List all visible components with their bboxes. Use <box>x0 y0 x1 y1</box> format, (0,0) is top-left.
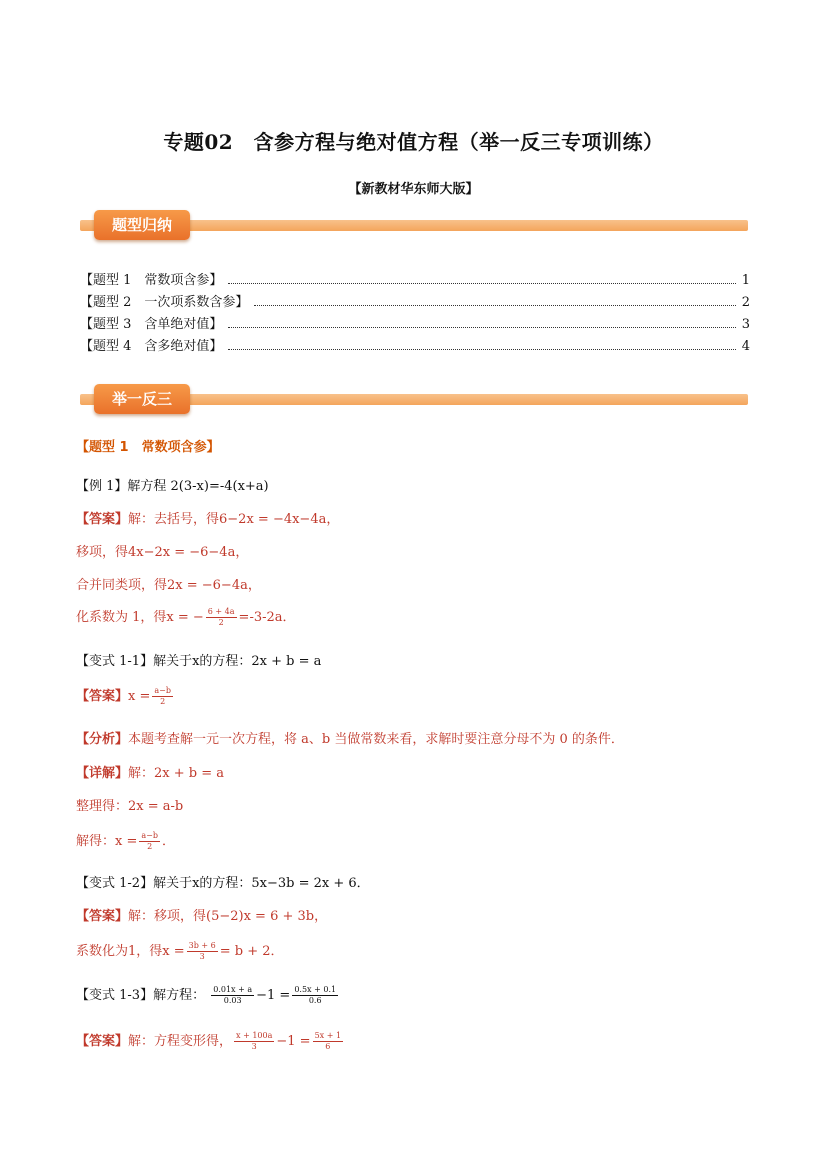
analysis-tag: 【分析】 <box>76 732 129 747</box>
page-subtitle: 【新教材华东师大版】 <box>348 182 479 197</box>
answer-tag: 【答案】 <box>76 512 129 527</box>
toc-leader <box>254 305 736 306</box>
numerator: 6 + 4a <box>207 607 235 616</box>
variant-text: 解方程： <box>153 988 206 1003</box>
numerator: 3b + 6 <box>188 941 216 950</box>
toc-item[interactable] <box>80 288 750 310</box>
toc-page-number: 3 <box>741 317 750 332</box>
numerator: a−b <box>141 831 158 840</box>
answer-step: 解：移项，得(5−2)x = 6 + 3b， <box>128 909 328 924</box>
answer-step: 合并同类项，得2x = −6−4a， <box>76 578 261 593</box>
example-label: 【例 1】 <box>76 479 128 494</box>
toc-leader <box>228 283 736 284</box>
detail-text: 解得：x = <box>76 834 138 849</box>
analysis-text: 本题考查解一元一次方程，将 a、b 当做常数来看，求解时要注意分母不为 0 的条件． <box>128 732 624 747</box>
fraction <box>139 831 160 852</box>
fraction <box>211 985 254 1006</box>
numerator: x + 100a <box>236 1031 273 1040</box>
numerator: 0.5x + 0.1 <box>294 985 337 994</box>
equation-text: −1 = <box>256 988 291 1003</box>
toc-item-label: 【题型 1 常数项含参】 <box>80 273 223 288</box>
variant-1-2-answer <box>76 905 327 924</box>
denominator: 2 <box>147 842 153 851</box>
answer-step-fraction <box>76 940 284 962</box>
answer-text: 解：方程变形得， <box>128 1034 233 1049</box>
answer-step: 移项，得4x−2x = −6−4a， <box>76 545 249 560</box>
section-heading: 【题型 1 常数项含参】 <box>76 440 220 455</box>
detail-step-fraction <box>76 830 175 852</box>
answer-text: 化系数为 1，得x = − <box>76 610 204 625</box>
variant-1-2-question <box>76 872 370 891</box>
toc-page-number: 4 <box>741 339 750 354</box>
fraction <box>234 1031 274 1052</box>
denominator: 3 <box>199 952 205 961</box>
detail-text: ． <box>161 834 175 849</box>
variant-1-1-detail <box>76 762 224 781</box>
denominator: 0.6 <box>308 996 322 1005</box>
variant-label: 【变式 1-1】 <box>76 654 154 669</box>
example-1-answer <box>76 508 339 527</box>
denominator: 2 <box>160 697 166 706</box>
variant-1-3-question <box>76 984 340 1006</box>
fraction <box>152 686 173 707</box>
table-of-contents <box>80 266 750 354</box>
denominator: 0.03 <box>223 996 242 1005</box>
example-text: 解方程 2(3-x)=-4(x+a) <box>127 479 269 494</box>
fraction <box>292 985 338 1006</box>
numerator: a−b <box>154 686 171 695</box>
detail-step: 整理得：2x = a-b <box>76 799 184 814</box>
toc-leader <box>228 349 736 350</box>
variant-label: 【变式 1-2】 <box>76 876 154 891</box>
toc-item-label: 【题型 4 含多绝对值】 <box>80 339 223 354</box>
denominator: 3 <box>251 1042 257 1051</box>
toc-item[interactable] <box>80 332 750 354</box>
banner-tag-practice: 举一反三 <box>94 384 190 414</box>
variant-label: 【变式 1-3】 <box>76 988 154 1003</box>
answer-step: 解：去括号，得6−2x = −4x−4a， <box>128 512 340 527</box>
variant-1-1-question <box>76 650 321 669</box>
variant-1-1-answer <box>76 685 175 707</box>
answer-tag: 【答案】 <box>76 909 129 924</box>
toc-item-label: 【题型 2 一次项系数含参】 <box>80 295 249 310</box>
numerator: 5x + 1 <box>314 1031 342 1040</box>
fraction <box>187 941 218 962</box>
answer-tag: 【答案】 <box>76 1034 129 1049</box>
detail-tag: 【详解】 <box>76 766 129 781</box>
denominator: 6 <box>325 1042 331 1051</box>
variant-1-1-analysis <box>76 728 624 747</box>
summary-banner <box>80 206 748 246</box>
page-title: 专题02 含参方程与绝对值方程（举一反三专项训练） <box>163 130 664 154</box>
fraction <box>206 607 237 628</box>
toc-item[interactable] <box>80 266 750 288</box>
example-1-question <box>76 475 269 494</box>
banner-tag-summary: 题型归纳 <box>94 210 190 240</box>
toc-item-label: 【题型 3 含单绝对值】 <box>80 317 223 332</box>
variant-text: 解关于x的方程：5x−3b = 2x + 6． <box>153 876 370 891</box>
answer-step-fraction <box>76 606 296 628</box>
answer-text: 系数化为1，得x = <box>76 944 185 959</box>
toc-leader <box>228 327 736 328</box>
fraction <box>313 1031 343 1052</box>
equation-text: −1 = <box>276 1034 311 1049</box>
detail-text: 解：2x + b = a <box>128 766 225 781</box>
toc-page-number: 2 <box>741 295 750 310</box>
toc-item[interactable] <box>80 310 750 332</box>
answer-text: = b + 2． <box>219 944 284 959</box>
answer-text: =-3-2a． <box>238 610 296 625</box>
numerator: 0.01x + a <box>213 985 253 994</box>
denominator: 2 <box>218 618 224 627</box>
variant-text: 解关于x的方程：2x + b = a <box>153 654 322 669</box>
answer-tag: 【答案】 <box>76 689 129 704</box>
answer-text: x = <box>128 689 151 704</box>
toc-page-number: 1 <box>741 273 750 288</box>
practice-banner <box>80 380 748 420</box>
variant-1-3-answer <box>76 1030 345 1052</box>
